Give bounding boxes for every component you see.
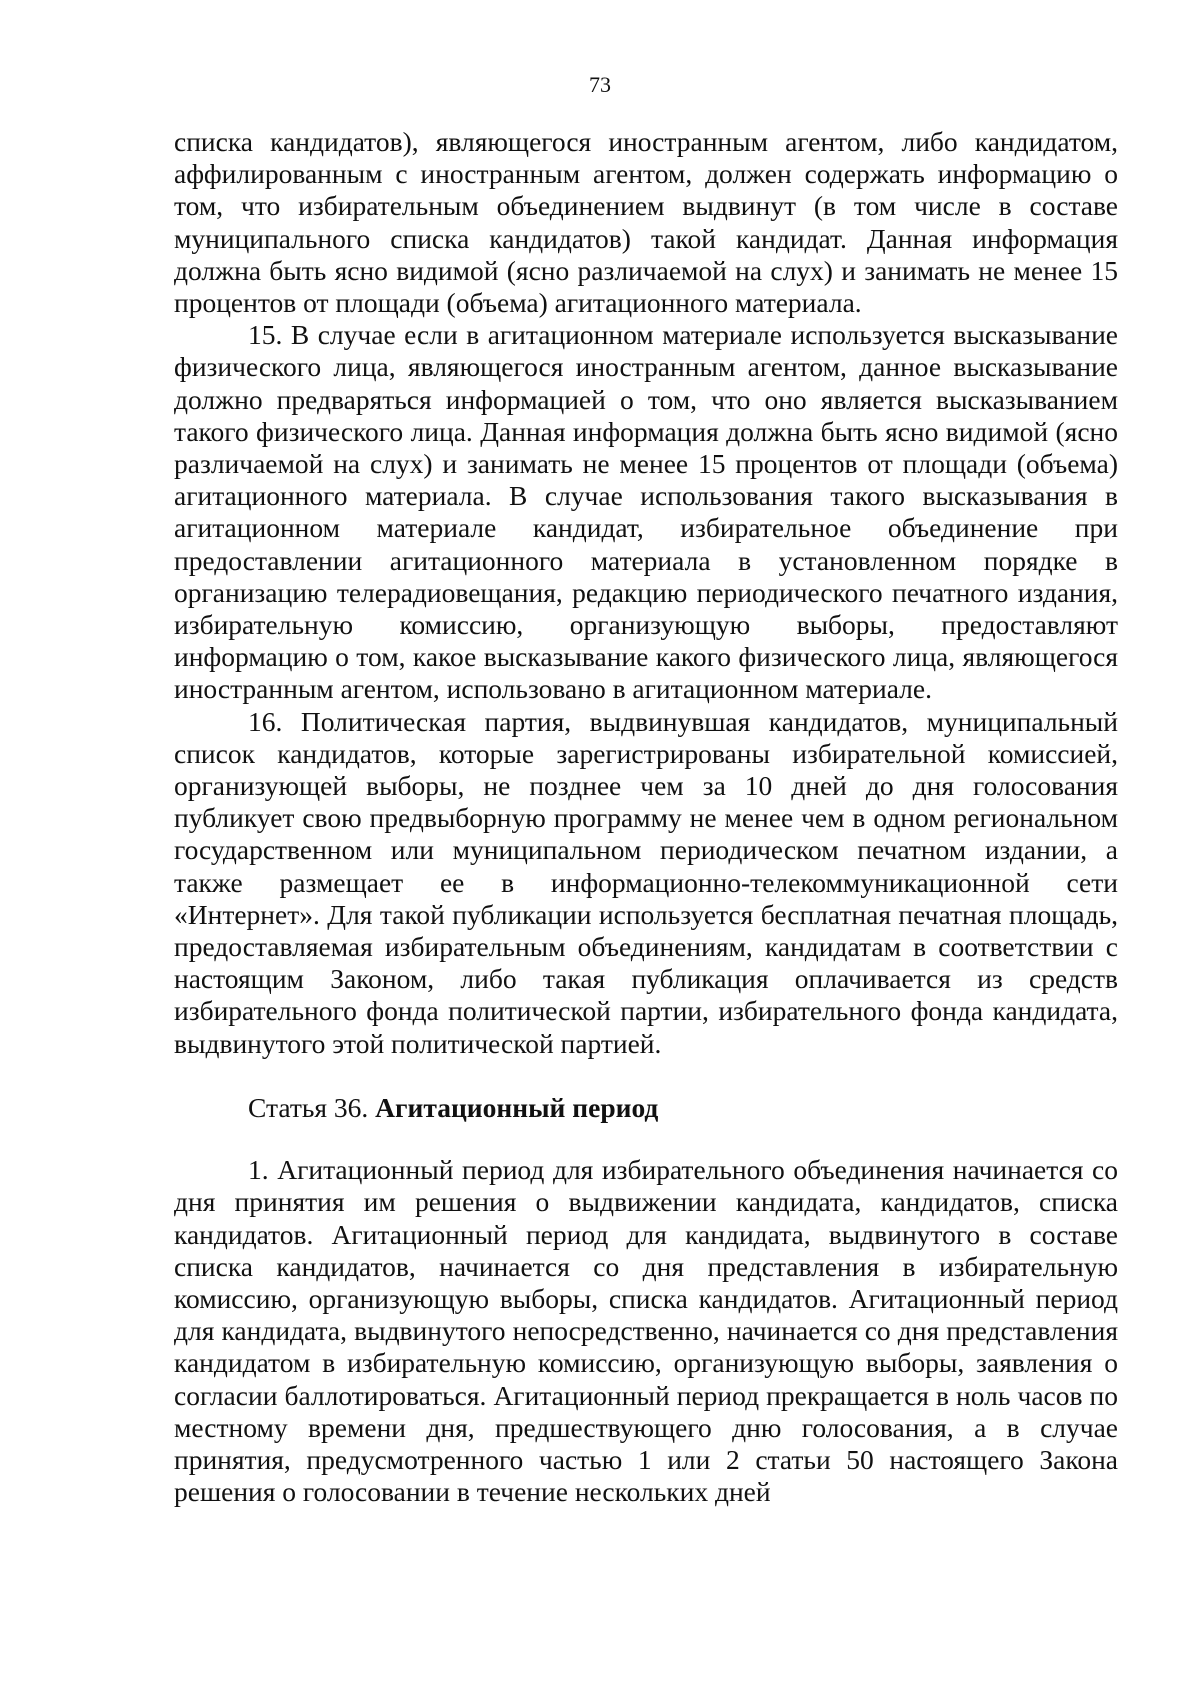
paragraph-15: 15. В случае если в агитационном материале используется высказывание физического лица, являющегося иностранным агентом, данное высказывание должно предваряться информацией о том, что оно является высказыванием такого физического лица. Данная информация должна быть ясно видимой (ясно различаемой на слух) и занимать не менее 15 процентов от площади (объема) агитационного материала. В случае использования такого высказывания в агитационном материале кандидат, избирательное объединение при предоставлении агитационного материала в установленном порядке в организацию телерадиовещания, редакцию периодического печатного издания, избирательную комиссию, организующую выборы, предоставляют информацию о том, какое высказывание какого физического лица, являющегося иностранным агентом, использовано в агитационном материале. [174,319,1118,705]
article-number: Статья 36. [248,1091,369,1123]
document-body [174,126,1118,1508]
article-heading [174,1092,1118,1124]
article-title: Агитационный период [375,1091,659,1123]
paragraph-16: 16. Политическая партия, выдвинувшая кандидатов, муниципальный список кандидатов, которые зарегистрированы избирательной комиссией, организующей выборы, не позднее чем за 10 дней до дня голосования публикует свою предвыборную программу не менее чем в одном региональном государственном или муниципальном периодическом печатном издании, а также размещает ее в информационно-телекоммуникационной сети «Интернет». Для такой публикации используется бесплатная печатная площадь, предоставляемая избирательным объединениям, кандидатам в соответствии с настоящим Законом, либо такая публикация оплачивается из средств избирательного фонда политической партии, избирательного фонда кандидата, выдвинутого этой политической партией. [174,705,1118,1059]
paragraph-continuation: списка кандидатов), являющегося иностранным агентом, либо кандидатом, аффилированным с иностранным агентом, должен содержать информацию о том, что избирательным объединением выдвинут (в том числе в составе муниципального списка кандидатов) такой кандидат. Данная информация должна быть ясно видимой (ясно различаемой на слух) и занимать не менее 15 процентов от площади (объема) агитационного материала. [174,126,1118,319]
page-number: 73 [589,72,611,97]
article-36-paragraph-1: 1. Агитационный период для избирательного объединения начинается со дня принятия им решения о выдвижении кандидата, кандидатов, списка кандидатов. Агитационный период для кандидата, выдвинутого в составе списка кандидатов, начинается со дня представления в избирательную комиссию, организующую выборы, списка кандидатов. Агитационный период для кандидата, выдвинутого непосредственно, начинается со дня представления кандидатом в избирательную комиссию, организующую выборы, заявления о согласии баллотироваться. Агитационный период прекращается в ноль часов по местному времени дня, предшествующего дню голосования, а в случае принятия, предусмотренного частью 1 или 2 статьи 50 настоящего Закона решения о голосовании в течение нескольких дней [174,1154,1118,1508]
